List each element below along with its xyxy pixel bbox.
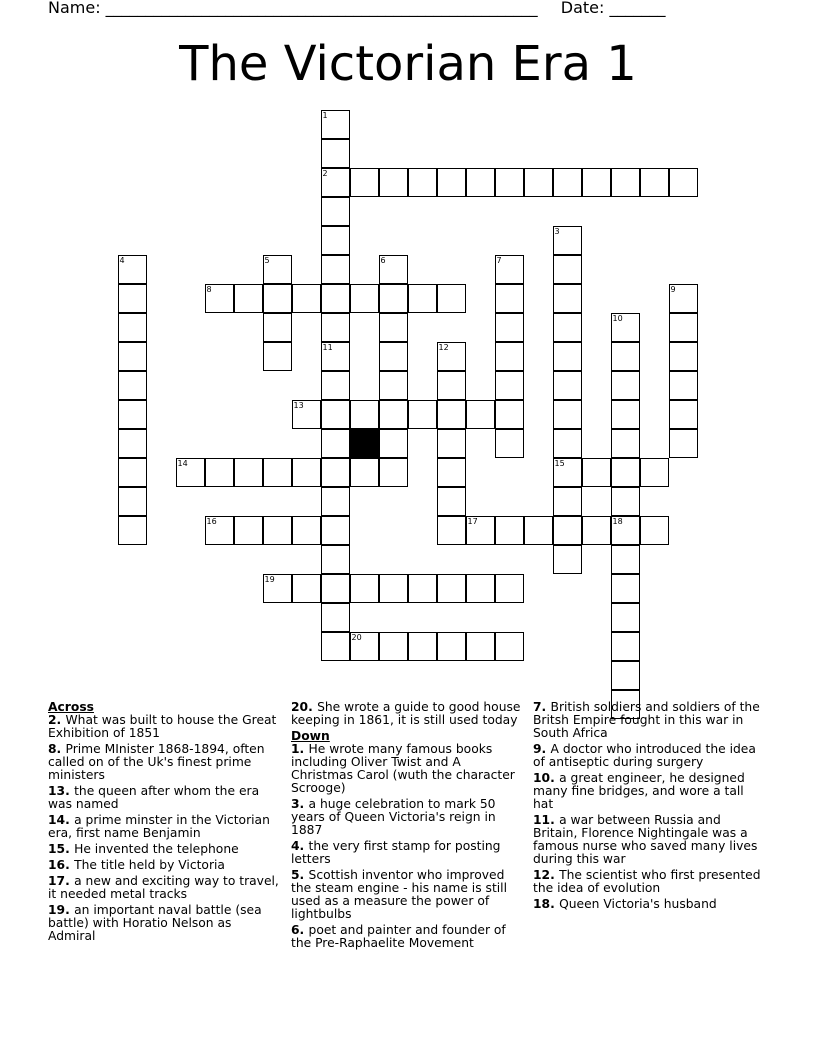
grid-cell[interactable] xyxy=(379,458,408,487)
grid-cell[interactable] xyxy=(321,545,350,574)
clue xyxy=(291,743,523,795)
grid-cell[interactable] xyxy=(437,458,466,487)
clue-number: 19 xyxy=(264,574,275,584)
grid-cell[interactable] xyxy=(466,516,495,545)
clue-text: The title held by Victoria xyxy=(74,858,225,872)
grid-cell[interactable] xyxy=(379,313,408,342)
grid-cell[interactable] xyxy=(640,516,669,545)
grid-cell[interactable] xyxy=(292,516,321,545)
grid-cell[interactable] xyxy=(611,458,640,487)
clue-text: What was built to house the Great Exhibition of 1851 xyxy=(48,713,277,740)
clues-column-2 xyxy=(291,701,523,953)
name-field-label: Name: ______________________________________________________ xyxy=(48,0,538,17)
grid-cell[interactable] xyxy=(611,313,640,342)
grid-cell[interactable] xyxy=(408,168,437,197)
clue-text: the queen after whom the era was named xyxy=(48,784,260,811)
grid-cell[interactable] xyxy=(582,516,611,545)
grid-cell[interactable] xyxy=(408,400,437,429)
grid-cell[interactable] xyxy=(582,168,611,197)
grid-cell[interactable] xyxy=(379,371,408,400)
grid-cell[interactable] xyxy=(118,313,147,342)
grid-cell[interactable] xyxy=(669,284,698,313)
clue-number: 3. xyxy=(291,797,309,811)
grid-cell[interactable] xyxy=(321,110,350,139)
clue-text: a new and exciting way to travel, it needed metal tracks xyxy=(48,874,279,901)
clue xyxy=(48,714,280,740)
clue-number: 9. xyxy=(533,742,551,756)
clue xyxy=(48,875,280,901)
grid-cell[interactable] xyxy=(669,313,698,342)
grid-cell[interactable] xyxy=(669,429,698,458)
clue-text: Queen Victoria's husband xyxy=(559,897,717,911)
grid-cell[interactable] xyxy=(466,168,495,197)
clue-number: 10. xyxy=(533,771,560,785)
grid-cell[interactable] xyxy=(611,545,640,574)
grid-cell[interactable] xyxy=(350,574,379,603)
grid-cell[interactable] xyxy=(437,168,466,197)
grid-cell[interactable] xyxy=(669,168,698,197)
clue-number: 3 xyxy=(554,226,560,236)
grid-cell[interactable] xyxy=(321,487,350,516)
down-heading: Down xyxy=(291,729,330,743)
grid-cell[interactable] xyxy=(118,458,147,487)
grid-cell[interactable] xyxy=(118,255,147,284)
clue-number: 15. xyxy=(48,842,75,856)
grid-cell[interactable] xyxy=(263,516,292,545)
grid-cell[interactable] xyxy=(263,342,292,371)
clue-text: He invented the telephone xyxy=(74,842,239,856)
grid-cell[interactable] xyxy=(553,342,582,371)
grid-cell[interactable] xyxy=(292,458,321,487)
clue xyxy=(291,869,523,921)
grid-cell[interactable] xyxy=(205,284,234,313)
grid-cell[interactable] xyxy=(350,400,379,429)
clue-number: 18. xyxy=(533,897,560,911)
clue-text: Prime MInister 1868-1894, often called on of the Uk's finest prime ministers xyxy=(48,742,265,782)
grid-cell[interactable] xyxy=(669,400,698,429)
grid-cell[interactable] xyxy=(495,371,524,400)
clue xyxy=(48,743,280,782)
clue-text: The scientist who first presented the idea of evolution xyxy=(533,868,761,895)
grid-cell[interactable] xyxy=(205,458,234,487)
clues-column-3 xyxy=(533,701,765,914)
clue-text: He wrote many famous books including Oliver Twist and A Christmas Carol (wuth the character Scrooge) xyxy=(291,742,515,795)
grid-cell[interactable] xyxy=(495,429,524,458)
clue-number: 4. xyxy=(291,839,309,853)
clue-number: 14. xyxy=(48,813,75,827)
clue-number: 7. xyxy=(533,700,551,714)
grid-cell[interactable] xyxy=(553,255,582,284)
grid-cell[interactable] xyxy=(495,400,524,429)
grid-cell[interactable] xyxy=(582,458,611,487)
clue-number: 12. xyxy=(533,868,560,882)
grid-cell[interactable] xyxy=(379,255,408,284)
grid-cell[interactable] xyxy=(321,255,350,284)
clue-number: 16 xyxy=(206,516,217,526)
grid-cell[interactable] xyxy=(321,574,350,603)
grid-cell[interactable] xyxy=(321,226,350,255)
clue-text: the very first stamp for posting letters xyxy=(291,839,501,866)
grid-cell[interactable] xyxy=(350,168,379,197)
clue xyxy=(533,772,765,811)
grid-cell[interactable] xyxy=(263,313,292,342)
clue-number: 5. xyxy=(291,868,309,882)
grid-cell[interactable] xyxy=(640,168,669,197)
clue-number: 5 xyxy=(264,255,270,265)
grid-cell[interactable] xyxy=(553,429,582,458)
clue-number: 1 xyxy=(322,110,328,120)
grid-cell[interactable] xyxy=(437,487,466,516)
grid-cell[interactable] xyxy=(495,168,524,197)
grid-cell[interactable] xyxy=(408,574,437,603)
clue-text: She wrote a guide to good house keeping in 1861, it is still used today xyxy=(291,700,521,727)
clue-number: 9 xyxy=(670,284,676,294)
grid-cell[interactable] xyxy=(437,574,466,603)
grid-cell[interactable] xyxy=(321,516,350,545)
grid-cell[interactable] xyxy=(437,400,466,429)
clue-number: 15 xyxy=(554,458,565,468)
grid-cell[interactable] xyxy=(466,400,495,429)
grid-cell[interactable] xyxy=(553,371,582,400)
grid-cell[interactable] xyxy=(495,255,524,284)
grid-cell[interactable] xyxy=(553,168,582,197)
clue-text: a great engineer, he designed many fine bridges, and wore a tall hat xyxy=(533,771,745,811)
grid-cell[interactable] xyxy=(437,371,466,400)
grid-cell[interactable] xyxy=(611,487,640,516)
grid-cell[interactable] xyxy=(234,284,263,313)
grid-cell[interactable] xyxy=(321,400,350,429)
grid-cell[interactable] xyxy=(495,516,524,545)
grid-cell[interactable] xyxy=(437,516,466,545)
grid-cell[interactable] xyxy=(350,632,379,661)
clue-number: 12 xyxy=(438,342,449,352)
clue-number: 11 xyxy=(322,342,333,352)
clue-text: an important naval battle (sea battle) with Horatio Nelson as Admiral xyxy=(48,903,262,943)
grid-cell[interactable] xyxy=(321,342,350,371)
clue-text: poet and painter and founder of the Pre-Raphaelite Movement xyxy=(291,923,506,950)
grid-cell[interactable] xyxy=(379,429,408,458)
grid-cell[interactable] xyxy=(292,574,321,603)
grid-cell[interactable] xyxy=(611,661,640,690)
clue-text: a huge celebration to mark 50 years of Queen Victoria's reign in 1887 xyxy=(291,797,496,837)
grid-cell[interactable] xyxy=(611,632,640,661)
grid-cell[interactable] xyxy=(495,632,524,661)
grid-cell[interactable] xyxy=(669,371,698,400)
grid-cell[interactable] xyxy=(437,284,466,313)
clue-number: 17. xyxy=(48,874,75,888)
grid-cell[interactable] xyxy=(408,284,437,313)
grid-cell[interactable] xyxy=(379,168,408,197)
clue xyxy=(533,814,765,866)
grid-cell[interactable] xyxy=(263,574,292,603)
grid-cell[interactable] xyxy=(437,429,466,458)
clue xyxy=(48,859,280,872)
clue xyxy=(533,701,765,740)
clue-number: 20. xyxy=(291,700,318,714)
grid-cell[interactable] xyxy=(118,516,147,545)
grid-cell[interactable] xyxy=(321,371,350,400)
grid-cell[interactable] xyxy=(321,168,350,197)
clue-number: 18 xyxy=(612,516,623,526)
clue-number: 11. xyxy=(533,813,560,827)
grid-cell[interactable] xyxy=(321,429,350,458)
grid-cell[interactable] xyxy=(553,458,582,487)
clue xyxy=(48,843,280,856)
grid-cell[interactable] xyxy=(466,574,495,603)
clue-number: 8. xyxy=(48,742,66,756)
grid-cell[interactable] xyxy=(553,400,582,429)
clue-number: 10 xyxy=(612,313,623,323)
grid-cell[interactable] xyxy=(118,429,147,458)
clue-number: 13. xyxy=(48,784,75,798)
grid-cell[interactable] xyxy=(495,313,524,342)
grid-cell[interactable] xyxy=(321,313,350,342)
clue-text: a prime minster in the Victorian era, first name Benjamin xyxy=(48,813,270,840)
clue xyxy=(291,840,523,866)
grid-cell[interactable] xyxy=(640,458,669,487)
clue xyxy=(48,814,280,840)
grid-cell[interactable] xyxy=(611,429,640,458)
clue xyxy=(533,743,765,769)
clue-number: 6 xyxy=(380,255,386,265)
grid-cell[interactable] xyxy=(611,574,640,603)
grid-cell[interactable] xyxy=(524,168,553,197)
grid-cell[interactable] xyxy=(321,197,350,226)
grid-cell[interactable] xyxy=(495,574,524,603)
grid-cell[interactable] xyxy=(466,632,495,661)
grid-cell[interactable] xyxy=(495,284,524,313)
clue xyxy=(48,904,280,943)
clue xyxy=(291,924,523,950)
grid-cell[interactable] xyxy=(321,139,350,168)
clue xyxy=(291,798,523,837)
grid-cell[interactable] xyxy=(553,545,582,574)
grid-cell[interactable] xyxy=(118,487,147,516)
grid-cell[interactable] xyxy=(118,400,147,429)
grid-cell[interactable] xyxy=(408,632,437,661)
clue-number: 19. xyxy=(48,903,75,917)
grid-cell[interactable] xyxy=(495,342,524,371)
page-title: The Victorian Era 1 xyxy=(179,36,637,92)
grid-cell[interactable] xyxy=(611,400,640,429)
grid-cell[interactable] xyxy=(350,284,379,313)
grid-cell[interactable] xyxy=(553,487,582,516)
grid-cell[interactable] xyxy=(553,313,582,342)
clue-text: a war between Russia and Britain, Florence Nightingale was a famous nurse who saved many lives during this war xyxy=(533,813,758,866)
grid-cell[interactable] xyxy=(234,458,263,487)
grid-cell[interactable] xyxy=(553,516,582,545)
grid-cell[interactable] xyxy=(292,400,321,429)
clue xyxy=(533,869,765,895)
grid-cell[interactable] xyxy=(321,458,350,487)
grid-cell[interactable] xyxy=(263,284,292,313)
grid-cell[interactable] xyxy=(611,603,640,632)
clue-number: 1. xyxy=(291,742,309,756)
clue-number: 2 xyxy=(322,168,328,178)
clue-text: British soldiers and soldiers of the Britsh Empire fought in this war in South Africa xyxy=(533,700,760,740)
clues-column-1 xyxy=(48,701,280,946)
grid-cell[interactable] xyxy=(118,371,147,400)
grid-cell[interactable] xyxy=(379,284,408,313)
clue-number: 13 xyxy=(293,400,304,410)
clue-number: 4 xyxy=(119,255,125,265)
grid-cell[interactable] xyxy=(524,516,553,545)
grid-cell[interactable] xyxy=(263,255,292,284)
black-cell xyxy=(350,429,379,458)
clue-number: 17 xyxy=(467,516,478,526)
grid-cell[interactable] xyxy=(669,342,698,371)
date-field-label: Date: _______ xyxy=(560,0,666,17)
clue-number: 8 xyxy=(206,284,212,294)
grid-cell[interactable] xyxy=(176,458,205,487)
clue-number: 16. xyxy=(48,858,75,872)
grid-cell[interactable] xyxy=(321,603,350,632)
across-heading: Across xyxy=(48,700,94,714)
grid-cell[interactable] xyxy=(205,516,234,545)
grid-cell[interactable] xyxy=(292,284,321,313)
clue-number: 2. xyxy=(48,713,66,727)
grid-cell[interactable] xyxy=(379,342,408,371)
grid-cell[interactable] xyxy=(379,400,408,429)
clue xyxy=(533,898,765,911)
clue-number: 7 xyxy=(496,255,502,265)
grid-cell[interactable] xyxy=(611,168,640,197)
clue xyxy=(48,785,280,811)
grid-cell[interactable] xyxy=(321,632,350,661)
grid-cell[interactable] xyxy=(437,632,466,661)
grid-cell[interactable] xyxy=(553,284,582,313)
grid-cell[interactable] xyxy=(379,632,408,661)
grid-cell[interactable] xyxy=(118,284,147,313)
grid-cell[interactable] xyxy=(321,284,350,313)
clue-number: 20 xyxy=(351,632,362,642)
clue-number: 14 xyxy=(177,458,188,468)
grid-cell[interactable] xyxy=(263,458,292,487)
clue-text: A doctor who introduced the idea of antiseptic during surgery xyxy=(533,742,756,769)
grid-cell[interactable] xyxy=(118,342,147,371)
clue-text: Scottish inventor who improved the steam engine - his name is still used as a measure the power of lightbulbs xyxy=(291,868,508,921)
grid-cell[interactable] xyxy=(379,574,408,603)
grid-cell[interactable] xyxy=(611,371,640,400)
grid-cell[interactable] xyxy=(234,516,263,545)
grid-cell[interactable] xyxy=(611,516,640,545)
grid-cell[interactable] xyxy=(553,226,582,255)
clue xyxy=(291,701,523,727)
grid-cell[interactable] xyxy=(437,342,466,371)
clue-number: 6. xyxy=(291,923,309,937)
grid-cell[interactable] xyxy=(611,342,640,371)
grid-cell[interactable] xyxy=(350,458,379,487)
